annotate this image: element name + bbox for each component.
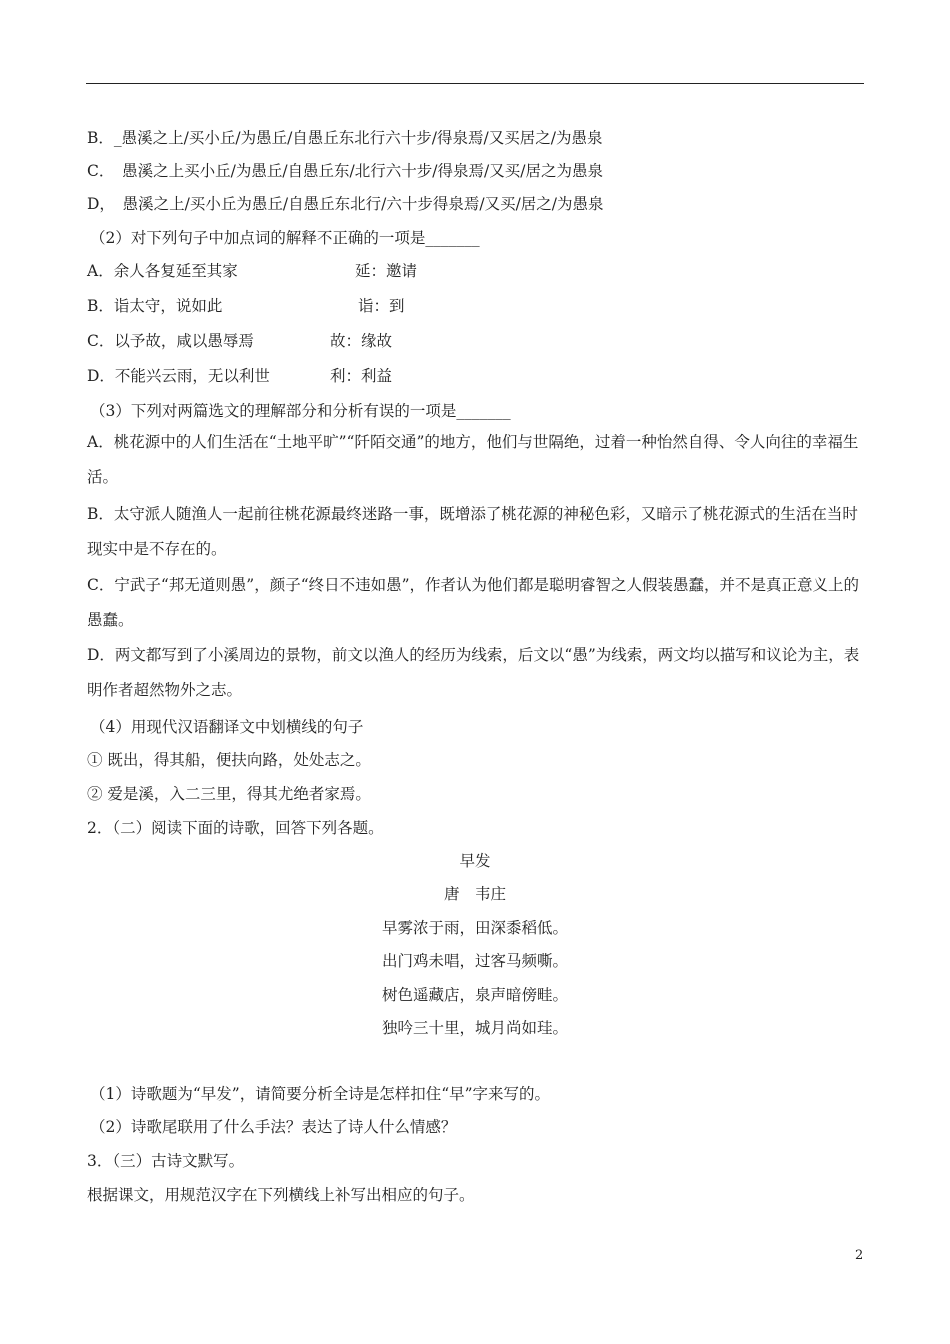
poem-author: 唐 韦庄 [443,885,506,903]
q2-option-c-gloss: 故：缘故 [330,332,393,350]
poem-line: 早雾浓于雨，田深黍稻低。 [381,919,568,937]
header-rule [86,83,864,84]
q3-option-b: B．太守派人随渔人一起前往桃花源最终迷路一事，既增添了桃花源的神秘色彩，又暗示了桃花源式的生活在当时现实中是不存在的。 [87,505,858,558]
q2-option-d: D．不能兴云雨，无以利世 [87,367,270,385]
q3-option-c: C．宁武子“邦无道则愚”，颜子“终日不违如愚”，作者认为他们都是聪明睿智之人假装愚蠢，并不是真正意义上的愚蠢。 [87,576,860,629]
q2-option-a: A．余人各复延至其家 [87,262,238,280]
q1-option-b: B．_愚溪之上/买小丘/为愚丘/自愚丘东北行六十步/得泉焉/又买居之/为愚泉 [87,129,603,147]
section2-q2: （2）诗歌尾联用了什么手法？表达了诗人什么情感？ [90,1118,457,1136]
q3-option-d: D．两文都写到了小溪周边的景物，前文以渔人的经历为线索，后文以“愚”为线索，两文均以描写和议论为主，表明作者超然物外之志。 [87,646,860,699]
poem-line: 树色遥藏店，泉声暗傍畦。 [381,986,568,1004]
q4-stem: （4）用现代汉语翻译文中划横线的句子 [90,718,364,736]
section3-heading: 3．（三）古诗文默写。 [87,1152,245,1170]
poem-line: 独吟三十里，城月尚如珪。 [381,1019,568,1037]
q2-option-b: B．诣太守，说如此 [87,297,223,315]
section2-q1: （1）诗歌题为“早发”，请简要分析全诗是怎样扣住“早”字来写的。 [90,1085,551,1103]
q2-option-c: C．以予故，咸以愚辱焉 [87,332,254,350]
poem-title: 早发 [459,852,491,870]
q2-option-d-gloss: 利：利益 [330,367,393,385]
q4-item-2: ② 爱是溪，入二三里，得其尤绝者家焉。 [87,785,371,803]
q2-option-b-gloss: 诣：到 [358,297,405,315]
q2-stem: （2）对下列句子中加点词的解释不正确的一项是_______ [90,229,480,247]
q2-option-a-gloss: 延：邀请 [355,262,418,280]
q4-item-1: ① 既出，得其船，便扶向路，处处志之。 [87,751,371,769]
q1-option-d: D， 愚溪之上/买小丘为愚丘/自愚丘东北行/六十步得泉焉/又买/居之/为愚泉 [87,195,604,213]
q1-option-c: C． 愚溪之上买小丘/为愚丘/自愚丘东/北行六十步/得泉焉/又买/居之为愚泉 [87,162,603,180]
q3-stem: （3）下列对两篇选文的理解部分和分析有误的一项是_______ [90,402,511,420]
section3-instruction: 根据课文，用规范汉字在下列横线上补写出相应的句子。 [87,1186,475,1204]
poem-line: 出门鸡未唱，过客马频嘶。 [381,952,568,970]
page-number: 2 [855,1248,864,1263]
section2-heading: 2．（二）阅读下面的诗歌，回答下列各题。 [87,819,384,837]
q3-option-a: A．桃花源中的人们生活在“土地平旷”“阡陌交通”的地方，他们与世隔绝，过着一种怡然自得、令人向往的幸福生活。 [87,433,859,486]
